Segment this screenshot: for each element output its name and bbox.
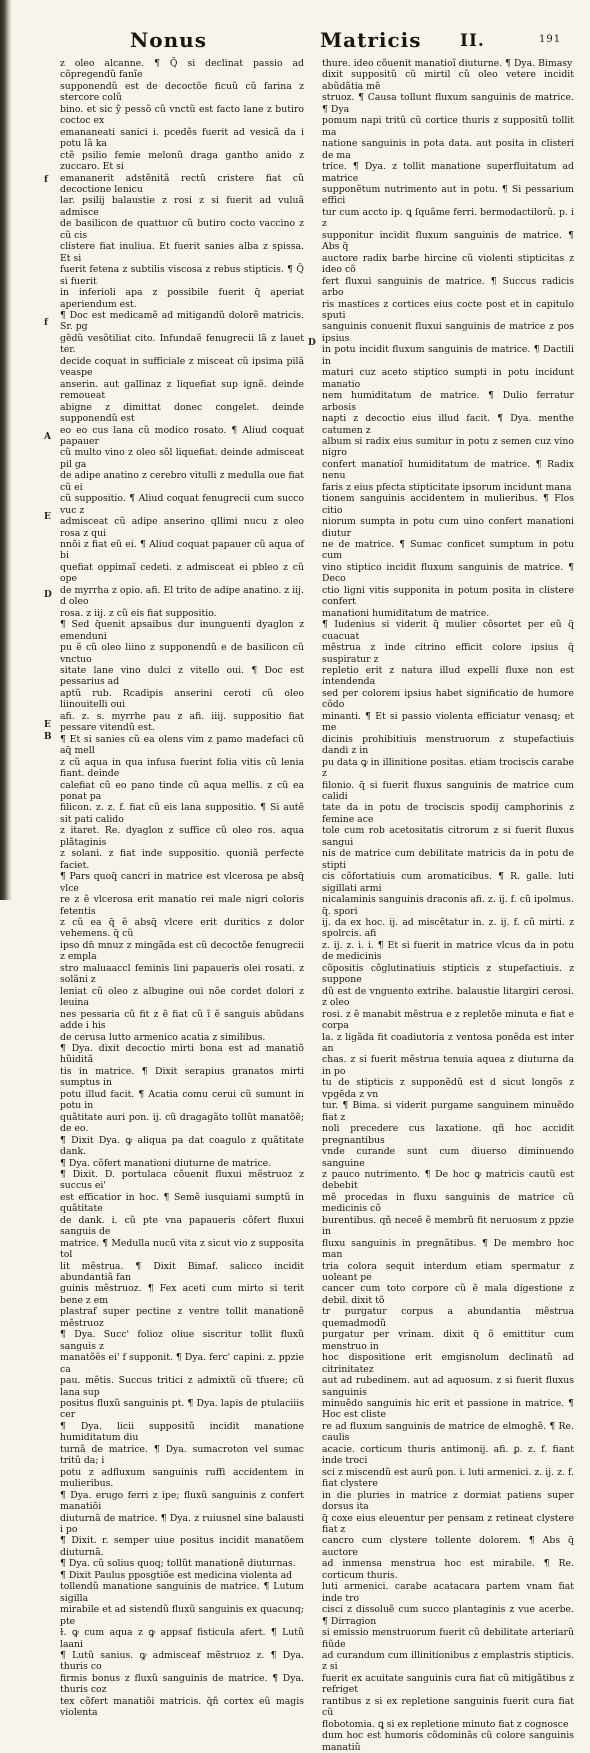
text-line: ¶ Dya. Succ' folioz oliue siscritur tollit fluxũ sanguis z [60,1329,304,1352]
text-line: pomum napi tritũ cũ cortice thuris z suppositũ tollit ma [322,115,574,138]
text-line: vnde curande sunt cum diuerso diminuendo sanguine [322,1146,574,1169]
text-line: positus fluxũ sanguinis pt. ¶ Dya. lapis de ptulaciiis cer [60,1398,304,1421]
text-line: lit mẽstrua. ¶ Dixit Bimaf. salicco incidit abundantiã fan [60,1260,304,1284]
text-line: plastraf super pectine z ventre tollit manationẽ mẽstruoz [60,1306,304,1329]
text-line: z solani. z fiat inde suppositio. quoniã perfecte faciet. [60,848,304,871]
text-line: dicinis prohibitiuis menstruorum z stupefactiuis dandi z in [322,733,574,757]
text-line: afi. z. s. myrrhe pau z afi. iiij. suppositio fiat pessare vitendũ est. [60,710,304,734]
text-line: faris z eius pfecta stipticitate ipsorum incidunt mana [322,481,572,493]
text-line: ctio ligni vitis supponita in potum posita in clistere confert [322,584,574,608]
text-line: repletio erit z natura illud expelli fluxe non est intendenda [322,665,574,688]
text-line: nicalaminis sanguinis draconis afi. z. ij. f. cũ ipolmus. q̃. spori [322,894,574,917]
text-line: cis cõfortatiuis cum aromaticibus. ¶ R. galle. luti sigillati armi [322,871,574,894]
text-line: filonio. q̄ si fuerit fluxus sanguinis de matrice cum calidi [322,779,574,802]
text-line: purgatur per vrinam. dixit q̄ õ emittitur cum menstruo in [322,1329,574,1352]
text-line: chas. z si fuerit mẽstrua tenuia aquea z diuturna da in po [322,1054,574,1077]
text-line: minuẽdo sanguinis hic erit et passione in matrice. ¶ Hoc est cliste [322,1398,574,1421]
text-line: anserin. aut gallinaz z liquefiat sup ignẽ. deinde remoueat [60,378,304,402]
text-line: rantibus z si ex repletione sanguinis fuerit cura fiat cũ [322,1695,574,1719]
text-line: de myrrha z opio. afi. El trito de adipe anatino. z iij. d oleo [60,584,304,608]
margin-letter: D [308,338,316,348]
text-line: sed per colorem ipsius habet significatio de humore cõdo [322,687,574,711]
text-line: tu de stipticis z supponẽdũ est d sicut longõs z vpgẽda z vn [322,1077,574,1100]
text-line: cancro cum clystere tollente dolorem. ¶ Abs q̄ auctore [322,1535,574,1558]
text-line: de basilicon de quattuor cũ butiro cocto vaccino z cũ cis [60,218,304,241]
text-line: tis in matrice. ¶ Dixit serapius granatos mirti sumptus in [60,1065,304,1089]
folio-number: 191 [539,34,562,45]
text-line: niorum sumpta in potu cum uino confert manationi diutur [322,516,574,539]
text-line: in die pluries in matrice z dormiat patiens super dorsus ita [322,1489,574,1513]
text-line: minanti. ¶ Et si passio violenta efficiatur venasq; et me [322,710,574,734]
text-line: supponẽtum nutrimento aut in potu. ¶ Si pessarium effici [322,183,574,207]
text-line: dũ est de vnguento extrihe. balaustie litargiri cerosi. z oleo [322,985,574,1009]
text-line: ¶ Sed q̄uenit apsaibus dur inunguenti dyaglon z emenduni [60,619,304,642]
text-line: tex cõfert manatiõi matricis. q̄ñ cortex eũ magis violenta [60,1695,304,1719]
text-line: z cũ aqua in qua infusa fuerint folia vitis cũ lenia fiant. deinde [60,756,304,780]
text-line: sanguinis conuenit fluxui sanguinis de matrice z pos ipsius [322,321,574,344]
text-line: tur. ¶ Bima. si viderit purgame sanguinem minuẽdo fiat z [322,1100,574,1123]
text-line: firmis bonus z fluxũ sanguinis de matrice. ¶ Dya. thuris coz [60,1672,304,1696]
text-line: nnõi z fiat eũ ei. ¶ Aliud coquat papauer cũ aqua of bi [60,539,304,562]
text-line: supponendũ est de decoctõe ficuũ cũ farina z stercore colũ [60,80,304,104]
text-line: turnã de matrice. ¶ Dya. sumacroton vel sumac tritũ da; i [60,1443,304,1467]
text-line: filicon. z. z. f. fiat cũ eis lana suppositio. ¶ Si autẽ sit pati calido [60,802,304,825]
text-line: pau. mẽtis. Succus tritici z admixtũ cũ tfuere; cũ lana sup [60,1375,304,1398]
text-line: ¶ Iudenius si viderit q̄ mulier cõsortet per eũ q̄ cuacuat [322,619,574,642]
text-line: est efficatior in hoc. ¶ Semẽ iusquiami sumptũ in quãtitate [60,1191,304,1215]
text-line: emananeati sanici i. pcedẽs fuerit ad vesicã da i potu lã ka [60,126,304,150]
running-head-right: Matricis [320,28,422,52]
text-line: tollendũ manatione sanguinis de matrice. ¶ Lutum sigilla [60,1581,304,1604]
text-line: tr purgatur corpus a abundantia mẽstrua quemadmodũ [322,1306,574,1329]
text-line: cisci z dissoluẽ cum succo plantaginis z vue acerbe. ¶ Dirragion [322,1604,574,1627]
text-line: flobotomia. ꝗ si ex repletione minuto fiat z cognosce [322,1718,569,1730]
text-line: admisceat cũ adipe anserino qllimi nucu z oleo rosa z qui [60,516,304,539]
text-line: z cũ ea q̄ ẽ absq̄ vlcere erit duritics z dolor vehemens. q̄ cũ [60,916,304,940]
text-line: ¶ Dya. licii suppositũ incidit manatione humiditatum diu [60,1420,304,1444]
text-line: mirabile et ad sistendũ fluxũ sanguinis ex quacunq; pte [60,1604,304,1627]
text-line: tate da in potu de trociscis spodij camphorinis z femine ace [322,802,574,825]
text-line: calefiat cũ eo pano tinde cũ aqua mellis. z cũ ea ponat pa [60,779,304,802]
text-line: luti armenici. carabe acatacara partem vnam fiat inde tro [322,1581,574,1604]
text-line: mẽstrua z inde citrino efficit colore ipsius q̄ suspiratur z [322,642,574,665]
text-line: fluxu sanguinis in pregnãtibus. ¶ De membro hoc man [322,1237,574,1261]
text-line: re z ẽ vlcerosa erit manatio rei male nigri coloris fetentis [60,894,304,917]
text-line: de dank. i. cũ pte vna papaueris cõfert fluxui sanguis de [60,1214,304,1238]
text-line: rosa. z iij. z cũ eis fiat suppositio. [60,607,217,619]
text-line: tionem sanguinis accidentem in mulieribus. ¶ Flos citio [322,493,574,516]
text-line: sitate lane vino dulci z vitello oui. ¶ Doc est pessarius ad [60,665,304,688]
text-line: pu data ꝙ in illinitione positas. etiam trociscis carabe z [322,756,574,780]
text-line: potu z adfluxum sanguinis ruffi accidentem in mulieribus. [60,1466,304,1490]
text-line: natione sanguinis in pota data. aut posita in clisteri de ma [322,138,574,161]
text-line: supponitur incidit fluxum sanguinis de matrice. ¶ Abs q̄ [322,229,574,253]
text-line: z. ij. z. i. i. ¶ Et si fuerit in matrice vlcus da in potu de medicinis [322,939,574,963]
text-line: decide coquat in sufficiale z misceat cũ ipsima pilã veaspe [60,355,304,379]
text-line: napti z decoctio eius illud facit. ¶ Dya. menthe catumen z [322,413,574,436]
text-line: potu illud facit. ¶ Acatia comu cerui cũ sumunt in potu in [60,1088,304,1112]
text-line: nes pessaria cũ fit z ẽ fiat cũ ĩ ẽ sanguis abũdans adde i his [60,1008,304,1032]
text-line: ¶ Dixit. D. portulaca cõuenit fluxui mẽstruoz z succus ei' [60,1168,304,1192]
text-line: ¶ Dya. cũ solius quoq; tollũt manationẽ diuturnas. [60,1558,296,1570]
text-line: confert manatioĩ humiditatum de matrice. ¶ Radix nenu [322,458,574,482]
text-line: ¶ Dixit Paulus pposgtiõe est medicina violenta ad [60,1569,293,1581]
text-line: stro maluaaccl feminis lini papaueris olei rosati. z solãni z [60,962,304,986]
running-head-left: Nonus [130,28,207,52]
text-line: dum hoc est humoris cõdominãs cũ colore sanguinis manatiũ [322,1730,574,1753]
text-line: in potu incidit fluxum sanguinis de matrice. ¶ Dactili in [322,344,574,367]
text-line: noli precedere cus laxatione. qñ hoc accidit pregnantibus [322,1123,574,1146]
text-line: ad curandum cum illinitionibus z emplastris stipticis. z si [322,1649,574,1673]
text-line: quefiat oppimaĩ cedeti. z admisceat ei pbleo z cũ ope [60,561,304,585]
text-line: sci z miscendũ est aurũ pon. i. luti armenici. z. ij. z. f. fiat clystere [322,1466,574,1490]
text-line: trice. ¶ Dya. z tollit manatione superfluitatum ad matrice [322,161,574,184]
text-line: ctẽ psilio femie melonũ draga gantho anido z zuccaro. Et si [60,149,304,173]
page-header [20,28,580,54]
text-line: cancer cum toto corpore cũ ẽ mala digestione z debil. dixit tõ [322,1283,574,1306]
text-line: z pauco nutrimento. ¶ De hoc ꝙ matricis cautũ est debebit [322,1168,574,1192]
text-line: nem humiditatum de matrice. ¶ Dulio ferratur arbosis [322,390,574,413]
text-line: ¶ Dixit. r. semper uiue positus incidit manatõem diuturnã. [60,1535,304,1558]
text-line: tria colora sequit interdum etiam spermatur z uoleant pe [322,1260,574,1284]
text-line: fuerit ex acuitate sanguinis cura fiat cũ mitigãtibus z refriget [322,1672,574,1696]
text-line: matrice. ¶ Medulla nucũ vita z sicut vio z supposita tol [60,1237,304,1261]
text-line: emananerit adstẽnitã rectũ cristere fiat cũ decoctione lenicu [60,172,304,195]
margin-letter: f [44,175,48,185]
text-line: dixit suppositũ cũ mirtil cũ oleo vetere incidit abũdãtia mẽ [322,69,574,92]
text-line: ¶ Dya. cõfert manationi diuturne de matrice. [60,1157,272,1169]
text-line: fuerit fetena z subtilis viscosa z rebus stipticis. ¶ Q̄ si fuerit [60,264,304,287]
book-spine-shadow [0,0,12,900]
chapter-numeral: II. [460,31,485,51]
text-line: ipso dn̄ mnuz z mingãda est cũ decoctõe fenugrecii z empla [60,939,304,963]
text-line: leniat cũ oleo z albugine oui nõe cordet dolori z leuina [60,985,304,1009]
text-line: si emissio menstruorum fuerit cũ debilitate arteriarũ fiũde [322,1627,574,1650]
text-line: maturi cuz aceto stiptico sumpti in potu incidunt manatio [322,367,574,390]
text-line: burentibus. qñ neceẽ ẽ membrũ fit neruosum z ppzie in [322,1214,574,1238]
text-line: cũ multo vino z oleo sõl liquefiat. deinde admisceat pil ga [60,447,304,470]
text-line: ¶ Lutũ sanius. ꝙ admisceaf mẽstruoz z. ¶ Dya. thuris co [60,1649,304,1673]
text-line: q̄ coxe eius eleuentur per pensam z retineat clystere fiat z [322,1512,574,1535]
text-line: clistere fiat inuliua. Et fuerit sanies alba z spissa. Et si [60,241,304,264]
margin-letter: B [44,732,52,742]
text-line: ¶ Et si sanies cũ ea olens vim z pamo madefaci cũ aq̄ mell [60,733,304,757]
text-line: thure. ideo cõuenit manatioĩ diuturne. ¶ Dya. Bimasy [322,58,573,69]
text-line: cũ suppositio. ¶ Aliud coquat fenugrecii cum succo vuc z [60,493,304,516]
text-line: abigne z dimittat donec congelet. deinde supponendũ est [60,401,304,425]
text-line: acacie. corticum thuris antimonij. afi. ꝑ. z. f. fiant inde troci [322,1443,574,1467]
text-line: ne de matrice. ¶ Sumac conficet sumptum in potu cum [322,539,574,562]
text-line: cõpositis cõglutinatiuis stipticis z stupefactiuis. z suppone [322,962,574,986]
text-line: tole cum rob acetositatis citrorum z si fuerit fluxus sangui [322,825,574,848]
text-line: eo eo cus lana cũ modico rosato. ¶ Aliud coquat papauer [60,424,304,447]
text-column-left [60,58,304,1719]
text-line: re ad fluxum sanguinis de matrice de elmoghẽ. ¶ Re. caulis [322,1420,574,1444]
text-line: ¶ Dixit Dya. ꝙ aliqua pa dat coagulo z quãtitate dank. [60,1134,304,1158]
text-line: bino. et sic ỹ pessõ cũ vnctũ est facto lane z butiro coctoc ex [60,103,304,127]
text-line: hoc dispositione erit emgisnolum declinatũ ad citrinitatez [322,1352,574,1375]
margin-letter: A [44,432,51,442]
text-line: la. z ligãda fit coadiutoria z ventosa ponẽda est inter an [322,1031,574,1054]
text-line: z itaret. Re. dyaglon z suffice cũ oleo ros. aqua plãtaginis [60,825,304,848]
text-line: ris mastices z cortices eius cocte post et in capitulo sputi [322,298,574,321]
text-line: z oleo alcanne. ¶ Q̄ si declinat passio ad cõpregendũ fanĩe [60,58,304,81]
text-line: ad inmensa menstrua hoc est mirabile. ¶ Re. corticum thuris. [322,1558,574,1581]
text-line: lar. psilij balaustie z rosi z si fuerit ad vuluã admisce [60,195,304,218]
margin-letter: D [44,590,52,600]
text-line: in inferioli apa z possibile fuerit q̄ aperiat aperiendum est. [60,287,304,310]
text-line: rosi. z ẽ manabit mẽstrua e z repletõe minuta e fiat e corpa [322,1008,574,1032]
margin-letter: E [44,512,51,522]
text-line: ¶ Dya. dixit decoctio mirti bona est ad manatiõ hũiditã [60,1042,304,1066]
text-line: aut ad rubedinem. aut ad aquosum. z si fuerit fluxus sanguinis [322,1375,574,1398]
text-line: auctore radix barbe hircine cũ violenti stipticitas z ideo cõ [322,252,574,276]
text-line: ¶ Pars quoq̄ cancri in matrice est vlcerosa pe absq̄ vlce [60,871,304,894]
text-line: de cerusa lutto armenico acatia z similibus. [60,1031,266,1043]
text-line: manatõẽs ei' f supponit. ¶ Dya. ferc' capini. z. ppzie ca [60,1352,304,1375]
margin-letter: E [44,720,51,730]
text-column-right [322,58,574,1753]
text-line: ij. da ex hoc. ij. ad miscẽtatur in. z. ij. f. cũ mirti. z spolrcis. afi [322,916,574,940]
text-line: fert fluxui sanguinis de matrice. ¶ Succus radicis arbo [322,275,574,299]
text-line: ɫ. ꝙ cum aqua z ꝙ appsaf fisticula afert. ¶ Lutũ laani [60,1627,304,1650]
text-line: diuturnã de matrice. ¶ Dya. z ruiusnel sine balausti i po [60,1512,304,1535]
text-line: pu ẽ cũ oleo liino z supponendũ e de basilicon cũ vnctuo [60,642,304,665]
text-line: nis de matrice cum debilitate matricis da in potu de stipti [322,848,574,871]
text-line: gẽdũ vesõtiliat cito. Infundaẽ fenugrecii lã z lauet ter. [60,332,304,356]
text-line: vino stiptico incidit fluxum sanguinis de matrice. ¶ Deco [322,561,574,585]
text-line: album si radix eius sumitur in potu z semen cuz vino nigro [322,435,574,459]
text-line: struoz. ¶ Causa tollunt fluxum sanguinis de matrice. ¶ Dya [322,92,574,115]
text-line: manationi humiditatum de matrice. [322,607,490,619]
text-line: aptũ rub. Rcadipis anserini ceroti cũ oleo liinouitelli oui [60,687,304,711]
text-line: ¶ Dya. erugo ferri z ipe; fluxũ sanguinis z confert manatiõi [60,1489,304,1513]
text-line: de adipe anatino z cerebro vitulli z medulla oue fiat cũ ei [60,470,304,493]
margin-letter: f [44,318,48,328]
text-line: ¶ Doc est medicamẽ ad mitigandũ dolorẽ matricis. Sr. pg [60,309,304,333]
text-line: guinis mẽstruoz. ¶ Fex aceti cum mirto si terit bene z em [60,1283,304,1306]
text-line: tur cum accto ip. ꝗ ſquãme ferri. bermodactilorũ. p. i z [322,206,574,230]
text-line: quãtitate auri pon. ij. cũ dragagãto tollũt manatõẽ; de eo. [60,1111,304,1135]
text-line: mẽ procedas in fluxu sanguinis de matrice cũ medicinis cõ [322,1191,574,1215]
